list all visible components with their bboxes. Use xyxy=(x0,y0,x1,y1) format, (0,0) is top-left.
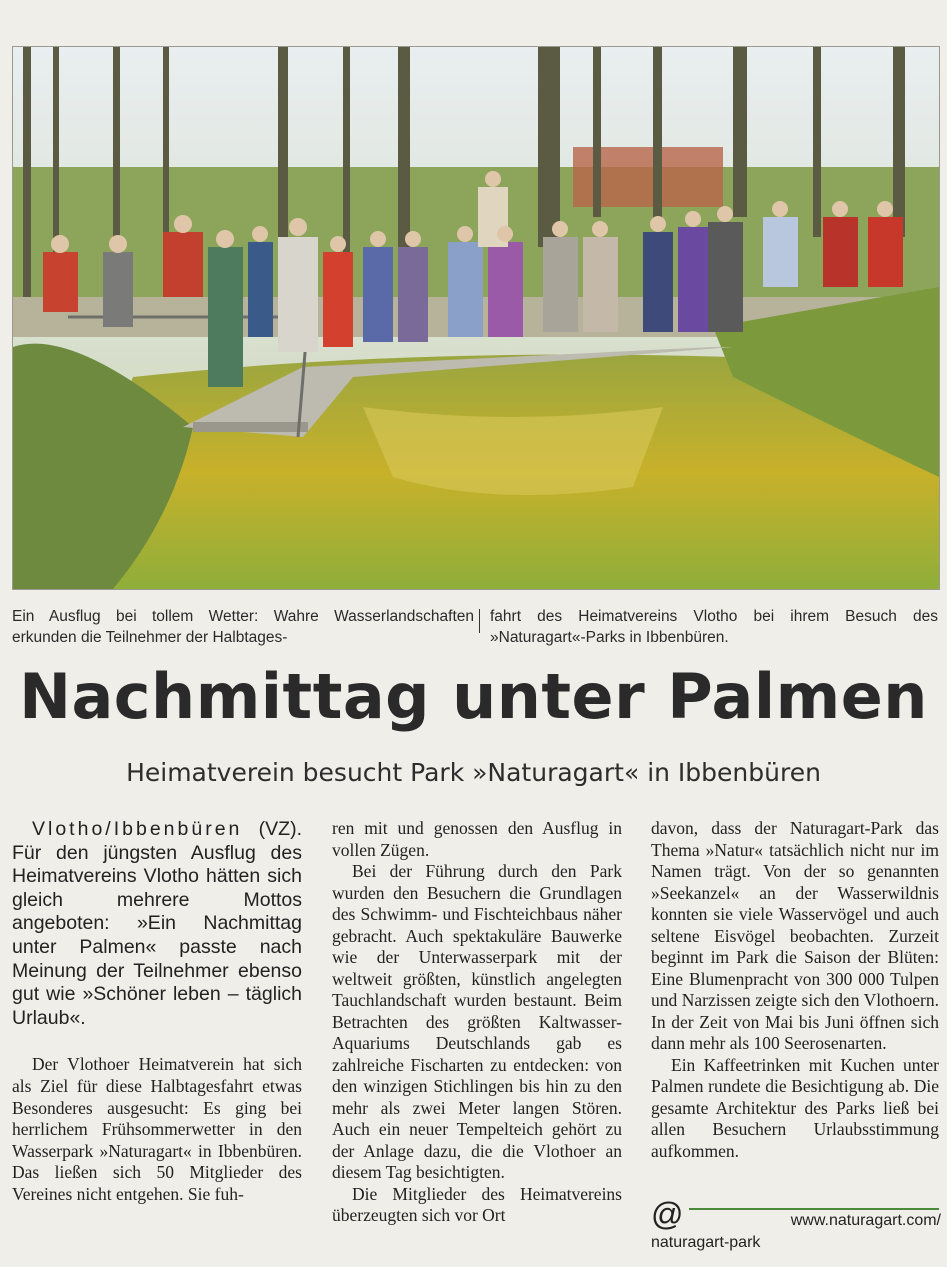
body-paragraph: Der Vlothoer Heimatverein hat sich als Ziel für diese Halbtagesfahrt etwas Besonderes ausgesucht: Es ging bei herrlichem Frühsommerwetter in den Wasserpark »Naturagart« in Ibbenbüren. Das ließen sich 50 Mitglieder des Vereines nicht entgehen. Sie fuh- xyxy=(12,1054,302,1204)
photo-caption xyxy=(12,606,938,654)
article-column-2 xyxy=(332,818,622,1227)
subheadline: Heimatverein besucht Park »Naturagart« in Ibbenbüren xyxy=(126,758,821,787)
caption-left: Ein Ausflug bei tollem Wetter: Wahre Wasserlandschaften erkunden die Teilnehmer der Halbtages- xyxy=(12,608,474,646)
article-photo xyxy=(12,46,940,590)
caption-divider xyxy=(479,609,480,633)
dateline: Vlotho/Ibbenbüren xyxy=(32,818,243,840)
body-paragraph: Die Mitglieder des Heimatvereins überzeugten sich vor Ort xyxy=(332,1183,622,1225)
headline: Nachmittag unter Palmen xyxy=(19,660,928,733)
caption-right: fahrt des Heimatvereins Vlotho bei ihrem Besuch des »Naturagart«-Parks in Ibbenbüren. xyxy=(490,608,938,646)
body-paragraph: Ein Kaffeetrinken mit Kuchen unter Palmen rundete die Besichtigung ab. Die gesamte Architektur des Parks ließ bei allen Besuchern Urlaubsstimmung aufkommen. xyxy=(651,1054,939,1161)
body-paragraph: davon, dass der Naturagart-Park das Thema »Natur« tatsächlich nicht nur im Namen trägt. Von der so genannten »Seekanzel« an der Wasserwildnis konnten sie viele Wasservögel und auch seltene Eisvögel beobachten. Zurzeit beginnt im Park die Saison der Blüten: Eine Blumenpracht von 300 000 Tulpen und Narzissen zeigte sich den Vlothoern. In der Zeit von Mai bis Juni öffnen sich dann mehr als 100 Seerosenarten. xyxy=(651,818,939,1053)
web-url-line2[interactable]: naturagart-park xyxy=(651,1234,761,1251)
body-paragraph: ren mit und genossen den Ausflug in vollen Zügen. xyxy=(332,818,622,860)
at-icon: @ xyxy=(651,1196,684,1232)
article-column-1 xyxy=(12,818,302,1206)
body-paragraph: Bei der Führung durch den Park wurden den Besuchern die Grundlagen des Schwimm- und Fischteichbaus näher gebracht. Auch spektakuläre Bauwerke wie der Unterwasserpark mit der weltweit größten, künstlich angelegten Tauchlandschaft wurden bestaunt. Beim Betrachten des größten Kaltwasser-Aquariums Deutschlands gab es zahlreiche Fischarten zu entdecken: von den winzigen Stichlingen bis hin zu den mehr als zwei Meter langen Stören. Auch ein neuer Tempelteich gehört zu der Anlage dazu, die die Vlothoer an diesem Tag besichtigten. xyxy=(332,861,622,1182)
web-url-line1[interactable]: www.naturagart.com/ xyxy=(790,1212,941,1229)
lead-paragraph xyxy=(12,818,302,1030)
link-rule xyxy=(689,1208,939,1210)
web-link-box xyxy=(651,1196,941,1260)
article-column-3 xyxy=(651,818,939,1162)
lead-text: (VZ). Für den jüngsten Ausflug des Heimatvereins Vlotho hätten sich gleich mehrere Mottos angeboten: »Ein Nachmittag unter Palmen« passte nach Meinung der Teilnehmer ebenso gut wie »Schöner leben – täglich Urlaub«. xyxy=(12,818,302,1029)
pond-group-photo xyxy=(13,47,939,589)
